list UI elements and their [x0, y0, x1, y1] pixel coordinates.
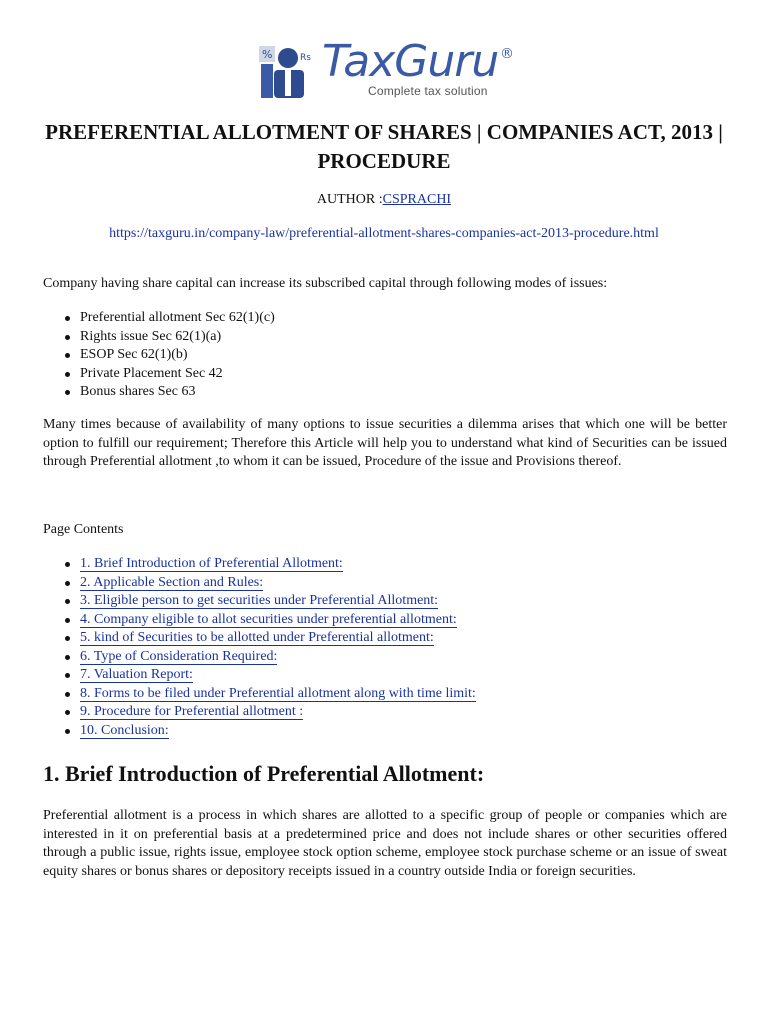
intro-paragraph: Company having share capital can increase its subscribed capital through following modes of issues: — [43, 276, 608, 291]
logo-tagline: Complete tax solution — [368, 84, 488, 98]
toc-link[interactable]: 3. Eligible person to get securities under Preferential Allotment: — [80, 593, 439, 608]
toc-link[interactable]: 1. Brief Introduction of Preferential Allotment: — [80, 556, 343, 571]
list-item: Preferential allotment Sec 62(1)(c) — [65, 309, 275, 328]
toc-item — [65, 592, 476, 611]
toc-item — [65, 555, 476, 574]
article-title: PREFERENTIAL ALLOTMENT OF SHARES | COMPANIES ACT, 2013 | PROCEDURE — [45, 120, 723, 173]
section-heading: 1. Brief Introduction of Preferential Allotment: — [43, 761, 485, 786]
taxguru-mark-icon — [258, 44, 318, 100]
toc-link[interactable]: 6. Type of Consideration Required: — [80, 648, 278, 664]
table-of-contents — [65, 555, 476, 740]
svg-text:Rs: Rs — [300, 53, 311, 63]
toc-item — [65, 648, 476, 667]
article-url-link[interactable]: https://taxguru.in/company-law/preferential-allotment-shares-companies-act-2013-procedure.html — [109, 226, 659, 241]
section1-paragraph: Preferential allotment is a process in which shares are allotted to a specific group of people or companies which are interested in it on preferential basis at a predetermined price and does not include shares or other securities offered through a public issue, rights issue, employee stock option scheme, employee stock purchase scheme or an issue of sweat equity shares or bonus shares or depository receipts issued in a country outside India or foreign securities. — [43, 808, 727, 879]
toc-link[interactable]: 4. Company eligible to allot securities under preferential allotment: — [80, 611, 457, 627]
toc-item — [65, 629, 476, 648]
list-item: Private Placement Sec 42 — [65, 365, 275, 384]
list-item: ESOP Sec 62(1)(b) — [65, 346, 275, 365]
toc-link[interactable]: 9. Procedure for Preferential allotment : — [80, 704, 304, 719]
svg-text:%: % — [262, 48, 273, 61]
issue-modes-list — [65, 309, 275, 402]
toc-item — [65, 666, 476, 685]
page-contents-label: Page Contents — [43, 522, 124, 537]
toc-item — [65, 574, 476, 593]
author-line — [0, 192, 768, 208]
toc-link[interactable]: 2. Applicable Section and Rules: — [80, 574, 264, 590]
author-label: AUTHOR : — [316, 192, 383, 207]
list-item: Rights issue Sec 62(1)(a) — [65, 328, 275, 347]
overview-paragraph: Many times because of availability of many options to issue securities a dilemma arises that which one will be better option to fulfill our requirement; Therefore this Article will help you to understand what kind of Securities can be issued through Preferential allotment ,to whom it can be issued, Procedure of the issue and Provisions thereof. — [43, 417, 727, 469]
toc-link[interactable]: 5. kind of Securities to be allotted under Preferential allotment: — [80, 630, 434, 645]
logo-brand-text: TaxGuru — [322, 36, 499, 87]
toc-link[interactable]: 10. Conclusion: — [80, 722, 169, 738]
toc-link[interactable]: 7. Valuation Report: — [80, 667, 193, 682]
toc-link[interactable]: 8. Forms to be filed under Preferential allotment along with time limit: — [80, 685, 476, 701]
toc-item — [65, 685, 476, 704]
list-item: Bonus shares Sec 63 — [65, 383, 275, 402]
toc-item — [65, 722, 476, 741]
author-link[interactable]: CSPRACHI — [382, 192, 452, 207]
toc-item — [65, 611, 476, 630]
taxguru-logo[interactable] — [258, 36, 520, 100]
toc-item — [65, 703, 476, 722]
registered-mark: ® — [500, 46, 514, 62]
